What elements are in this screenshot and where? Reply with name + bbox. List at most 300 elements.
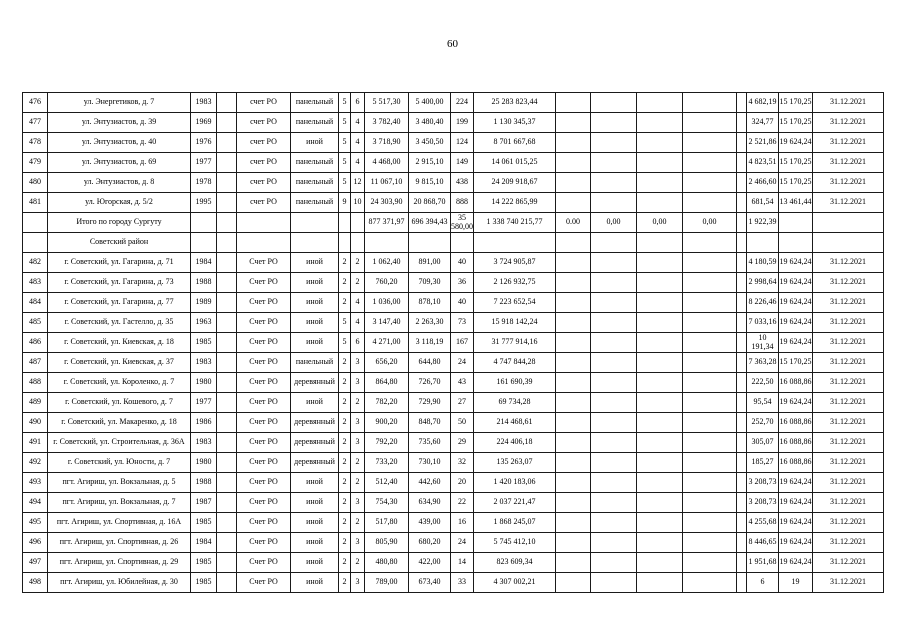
residents-cell: 24 <box>451 533 474 553</box>
living-area-cell: 726,70 <box>409 373 451 393</box>
residents-cell: 33 <box>451 573 474 593</box>
row-number-cell: 491 <box>23 433 48 453</box>
entrances-cell: 2 <box>351 273 365 293</box>
table-row <box>23 113 884 133</box>
value-cell-16 <box>683 413 737 433</box>
living-area-cell: 730,10 <box>409 453 451 473</box>
value-cell-16 <box>683 393 737 413</box>
value-cell-13 <box>556 93 591 113</box>
table-row <box>23 393 884 413</box>
living-area-cell: 20 868,70 <box>409 193 451 213</box>
total-area-cell: 4 468,00 <box>365 153 409 173</box>
cost-cell: 15 918 142,24 <box>474 313 556 333</box>
floors-cell <box>339 213 351 233</box>
wall-material-cell <box>291 213 339 233</box>
row-number-cell: 493 <box>23 473 48 493</box>
address-cell: г. Советский, ул. Киевская, д. 37 <box>48 353 191 373</box>
residents-cell: 199 <box>451 113 474 133</box>
table-row <box>23 513 884 533</box>
floors-cell: 2 <box>339 433 351 453</box>
value-cell-18: 222,50 <box>747 373 779 393</box>
wall-material-cell: деревянный <box>291 433 339 453</box>
value-cell-16 <box>683 113 737 133</box>
address-cell: г. Советский, ул. Гагарина, д. 71 <box>48 253 191 273</box>
value-cell-14 <box>591 553 637 573</box>
living-area-cell: 644,80 <box>409 353 451 373</box>
value-cell-16 <box>683 493 737 513</box>
date-cell: 31.12.2021 <box>813 453 884 473</box>
entrances-cell: 3 <box>351 433 365 453</box>
wall-material-cell: иной <box>291 553 339 573</box>
row-number-cell: 480 <box>23 173 48 193</box>
value-cell-14 <box>591 133 637 153</box>
value-cell-19: 19 624,24 <box>779 133 813 153</box>
date-cell: 31.12.2021 <box>813 113 884 133</box>
blank-cell <box>217 253 237 273</box>
account-cell: Счет РО <box>237 413 291 433</box>
value-cell-14 <box>591 453 637 473</box>
register-table-body <box>23 93 884 593</box>
value-cell-19: 19 624,24 <box>779 513 813 533</box>
floors-cell: 5 <box>339 313 351 333</box>
residents-cell: 36 <box>451 273 474 293</box>
wall-material-cell: иной <box>291 133 339 153</box>
cost-cell: 24 209 918,67 <box>474 173 556 193</box>
wall-material-cell: панельный <box>291 93 339 113</box>
value-cell-13 <box>556 133 591 153</box>
floors-cell: 2 <box>339 353 351 373</box>
value-cell-15 <box>637 193 683 213</box>
total-area-cell: 3 718,90 <box>365 133 409 153</box>
cost-cell: 25 283 823,44 <box>474 93 556 113</box>
residents-cell: 40 <box>451 293 474 313</box>
table-row <box>23 193 884 213</box>
account-cell: Счет РО <box>237 393 291 413</box>
row-number-cell: 490 <box>23 413 48 433</box>
value-cell-18: 1 951,68 <box>747 553 779 573</box>
value-cell-13 <box>556 513 591 533</box>
value-cell-17 <box>737 213 747 233</box>
wall-material-cell: панельный <box>291 193 339 213</box>
value-cell-19: 19 624,24 <box>779 313 813 333</box>
value-cell-18: 4 180,59 <box>747 253 779 273</box>
register-table <box>22 92 884 593</box>
value-cell-18 <box>747 233 779 253</box>
residents-cell: 224 <box>451 93 474 113</box>
total-area-cell: 656,20 <box>365 353 409 373</box>
living-area-cell: 729,90 <box>409 393 451 413</box>
address-cell: пгт. Агириш, ул. Спортивная, д. 29 <box>48 553 191 573</box>
entrances-cell: 3 <box>351 573 365 593</box>
date-cell: 31.12.2021 <box>813 93 884 113</box>
cost-cell: 31 777 914,16 <box>474 333 556 353</box>
year-cell: 1985 <box>191 553 217 573</box>
value-cell-19: 15 170,25 <box>779 93 813 113</box>
row-number-cell: 476 <box>23 93 48 113</box>
value-cell-13 <box>556 553 591 573</box>
row-number-cell: 478 <box>23 133 48 153</box>
value-cell-14 <box>591 473 637 493</box>
value-cell-13 <box>556 453 591 473</box>
total-area-cell: 3 147,40 <box>365 313 409 333</box>
wall-material-cell: панельный <box>291 153 339 173</box>
table-row <box>23 433 884 453</box>
value-cell-18: 3 208,73 <box>747 473 779 493</box>
row-number-cell: 482 <box>23 253 48 273</box>
blank-cell <box>217 573 237 593</box>
year-cell: 1963 <box>191 313 217 333</box>
date-cell: 31.12.2021 <box>813 513 884 533</box>
wall-material-cell: деревянный <box>291 413 339 433</box>
row-number-cell: 483 <box>23 273 48 293</box>
date-cell: 31.12.2021 <box>813 253 884 273</box>
entrances-cell <box>351 213 365 233</box>
value-cell-14 <box>591 373 637 393</box>
total-area-cell: 3 782,40 <box>365 113 409 133</box>
value-cell-15 <box>637 93 683 113</box>
value-cell-16 <box>683 133 737 153</box>
value-cell-16 <box>683 373 737 393</box>
account-cell: Счет РО <box>237 513 291 533</box>
address-cell: ул. Энтузиастов, д. 40 <box>48 133 191 153</box>
value-cell-16 <box>683 333 737 353</box>
value-cell-14 <box>591 173 637 193</box>
value-cell-15 <box>637 553 683 573</box>
value-cell-18: 305,07 <box>747 433 779 453</box>
residents-cell: 35 580,00 <box>451 213 473 231</box>
value-cell-15 <box>637 313 683 333</box>
row-number-cell: 492 <box>23 453 48 473</box>
blank-cell <box>217 213 237 233</box>
value-cell-15 <box>637 153 683 173</box>
year-cell: 1995 <box>191 193 217 213</box>
value-cell-16 <box>683 173 737 193</box>
value-cell-13 <box>556 373 591 393</box>
wall-material-cell: иной <box>291 273 339 293</box>
value-cell-18: 95,54 <box>747 393 779 413</box>
value-cell-19: 19 624,24 <box>779 253 813 273</box>
value-cell-19: 15 170,25 <box>779 173 813 193</box>
value-cell-16 <box>683 313 737 333</box>
value-cell-18: 4 682,19 <box>747 93 779 113</box>
floors-cell: 2 <box>339 293 351 313</box>
cost-cell: 161 690,39 <box>474 373 556 393</box>
year-cell: 1978 <box>191 173 217 193</box>
date-cell: 31.12.2021 <box>813 393 884 413</box>
total-row <box>23 213 884 233</box>
section-row <box>23 233 884 253</box>
date-cell: 31.12.2021 <box>813 493 884 513</box>
account-cell: Счет РО <box>237 553 291 573</box>
table-row <box>23 553 884 573</box>
wall-material-cell: иной <box>291 533 339 553</box>
residents-cell: 27 <box>451 393 474 413</box>
living-area-cell: 3 118,19 <box>409 333 451 353</box>
year-cell: 1983 <box>191 433 217 453</box>
wall-material-cell: иной <box>291 393 339 413</box>
table-row <box>23 293 884 313</box>
table-row <box>23 353 884 373</box>
year-cell: 1983 <box>191 353 217 373</box>
table-row <box>23 133 884 153</box>
value-cell-19: 15 170,25 <box>779 353 813 373</box>
date-cell: 31.12.2021 <box>813 333 884 353</box>
value-cell-15 <box>637 373 683 393</box>
value-cell-17 <box>737 233 747 253</box>
value-cell-13 <box>556 233 591 253</box>
address-cell: Советский район <box>48 233 191 253</box>
living-area-cell: 2 915,10 <box>409 153 451 173</box>
floors-cell: 2 <box>339 273 351 293</box>
entrances-cell: 4 <box>351 133 365 153</box>
value-cell-15 <box>637 513 683 533</box>
living-area-cell: 634,90 <box>409 493 451 513</box>
value-cell-13 <box>556 333 591 353</box>
value-cell-19: 15 170,25 <box>779 113 813 133</box>
value-cell-13 <box>556 573 591 593</box>
table-row <box>23 93 884 113</box>
residents-cell: 888 <box>451 193 474 213</box>
value-cell-14: 0,00 <box>591 213 637 233</box>
entrances-cell: 6 <box>351 333 365 353</box>
address-cell: ул. Энергетиков, д. 7 <box>48 93 191 113</box>
living-area-cell: 680,20 <box>409 533 451 553</box>
cost-cell: 214 468,61 <box>474 413 556 433</box>
value-cell-13 <box>556 113 591 133</box>
date-cell: 31.12.2021 <box>813 153 884 173</box>
value-cell-13 <box>556 413 591 433</box>
value-cell-18: 185,27 <box>747 453 779 473</box>
blank-cell <box>217 313 237 333</box>
blank-cell <box>217 493 237 513</box>
residents-cell: 438 <box>451 173 474 193</box>
entrances-cell: 4 <box>351 153 365 173</box>
year-cell: 1976 <box>191 133 217 153</box>
date-cell: 31.12.2021 <box>813 553 884 573</box>
row-number-cell: 485 <box>23 313 48 333</box>
value-cell-16 <box>683 573 737 593</box>
total-area-cell: 754,30 <box>365 493 409 513</box>
value-cell-15 <box>637 573 683 593</box>
cost-cell: 5 745 412,10 <box>474 533 556 553</box>
value-cell-18: 6 <box>747 573 779 593</box>
value-cell-19: 16 088,86 <box>779 373 813 393</box>
date-cell: 31.12.2021 <box>813 533 884 553</box>
value-cell-15 <box>637 233 683 253</box>
blank-cell <box>217 533 237 553</box>
entrances-cell: 2 <box>351 513 365 533</box>
living-area-cell: 735,60 <box>409 433 451 453</box>
blank-cell <box>217 473 237 493</box>
date-cell: 31.12.2021 <box>813 313 884 333</box>
date-cell: 31.12.2021 <box>813 173 884 193</box>
value-cell-16 <box>683 433 737 453</box>
living-area-cell: 439,00 <box>409 513 451 533</box>
account-cell: Счет РО <box>237 293 291 313</box>
account-cell: счет РО <box>237 93 291 113</box>
value-cell-16: 0,00 <box>683 213 737 233</box>
row-number-cell: 484 <box>23 293 48 313</box>
account-cell <box>237 213 291 233</box>
value-cell-19: 16 088,86 <box>779 453 813 473</box>
residents-cell: 40 <box>451 253 474 273</box>
value-cell-14 <box>591 533 637 553</box>
account-cell: Счет РО <box>237 433 291 453</box>
year-cell: 1988 <box>191 273 217 293</box>
total-area-cell: 782,20 <box>365 393 409 413</box>
entrances-cell: 4 <box>351 113 365 133</box>
floors-cell <box>339 233 351 253</box>
blank-cell <box>217 93 237 113</box>
value-cell-15 <box>637 453 683 473</box>
value-cell-17 <box>737 293 747 313</box>
entrances-cell: 2 <box>351 453 365 473</box>
value-cell-13 <box>556 273 591 293</box>
year-cell: 1977 <box>191 153 217 173</box>
cost-cell: 1 420 183,06 <box>474 473 556 493</box>
value-cell-16 <box>683 513 737 533</box>
value-cell-18: 1 922,39 <box>747 213 779 233</box>
living-area-cell: 3 480,40 <box>409 113 451 133</box>
wall-material-cell: иной <box>291 253 339 273</box>
total-area-cell: 760,20 <box>365 273 409 293</box>
value-cell-16 <box>683 293 737 313</box>
floors-cell: 5 <box>339 93 351 113</box>
value-cell-14 <box>591 273 637 293</box>
account-cell <box>237 233 291 253</box>
page-number: 60 <box>447 38 458 50</box>
value-cell-13 <box>556 173 591 193</box>
residents-cell: 32 <box>451 453 474 473</box>
value-cell-17 <box>737 153 747 173</box>
floors-cell: 2 <box>339 453 351 473</box>
wall-material-cell: деревянный <box>291 453 339 473</box>
account-cell: Счет РО <box>237 473 291 493</box>
value-cell-19: 19 624,24 <box>779 553 813 573</box>
row-number-cell: 498 <box>23 573 48 593</box>
year-cell: 1989 <box>191 293 217 313</box>
address-cell: Итого по городу Сургуту <box>48 213 191 233</box>
value-cell-16 <box>683 473 737 493</box>
value-cell-15 <box>637 393 683 413</box>
value-cell-14 <box>591 293 637 313</box>
entrances-cell: 2 <box>351 473 365 493</box>
row-number-cell: 477 <box>23 113 48 133</box>
year-cell: 1985 <box>191 333 217 353</box>
year-cell: 1980 <box>191 453 217 473</box>
value-cell-16 <box>683 193 737 213</box>
account-cell: Счет РО <box>237 313 291 333</box>
value-cell-15 <box>637 473 683 493</box>
address-cell: г. Советский, ул. Гагарина, д. 73 <box>48 273 191 293</box>
blank-cell <box>217 193 237 213</box>
value-cell-19: 16 088,86 <box>779 433 813 453</box>
date-cell: 31.12.2021 <box>813 573 884 593</box>
value-cell-19 <box>779 213 813 233</box>
total-area-cell: 877 371,97 <box>365 213 409 233</box>
value-cell-17 <box>737 513 747 533</box>
table-row <box>23 533 884 553</box>
total-area-cell: 733,20 <box>365 453 409 473</box>
address-cell: ул. Энтузиастов, д. 69 <box>48 153 191 173</box>
value-cell-13 <box>556 253 591 273</box>
residents-cell: 20 <box>451 473 474 493</box>
floors-cell: 5 <box>339 153 351 173</box>
total-area-cell: 512,40 <box>365 473 409 493</box>
year-cell: 1983 <box>191 93 217 113</box>
value-cell-17 <box>737 573 747 593</box>
blank-cell <box>217 353 237 373</box>
value-cell-13 <box>556 293 591 313</box>
account-cell: Счет РО <box>237 533 291 553</box>
entrances-cell: 2 <box>351 253 365 273</box>
entrances-cell: 3 <box>351 413 365 433</box>
floors-cell: 2 <box>339 473 351 493</box>
year-cell: 1988 <box>191 473 217 493</box>
value-cell-17 <box>737 353 747 373</box>
date-cell <box>813 233 884 253</box>
value-cell-14 <box>591 233 637 253</box>
floors-cell: 5 <box>339 333 351 353</box>
value-cell-17 <box>737 253 747 273</box>
account-cell: Счет РО <box>237 273 291 293</box>
table-row <box>23 373 884 393</box>
living-area-cell: 2 263,30 <box>409 313 451 333</box>
value-cell-19: 16 088,86 <box>779 413 813 433</box>
value-cell-18: 324,77 <box>747 113 779 133</box>
value-cell-13 <box>556 193 591 213</box>
value-cell-14 <box>591 493 637 513</box>
value-cell-13: 0.00 <box>556 213 591 233</box>
residents-cell <box>451 233 474 253</box>
cost-cell: 823 609,34 <box>474 553 556 573</box>
blank-cell <box>217 273 237 293</box>
floors-cell: 2 <box>339 413 351 433</box>
date-cell: 31.12.2021 <box>813 433 884 453</box>
date-cell: 31.12.2021 <box>813 473 884 493</box>
value-cell-14 <box>591 113 637 133</box>
entrances-cell <box>351 233 365 253</box>
value-cell-18: 10 191,34 <box>747 333 779 353</box>
wall-material-cell: деревянный <box>291 373 339 393</box>
account-cell: счет РО <box>237 133 291 153</box>
entrances-cell: 3 <box>351 493 365 513</box>
value-cell-19: 19 624,24 <box>779 293 813 313</box>
total-area-cell: 789,00 <box>365 573 409 593</box>
value-cell-17 <box>737 133 747 153</box>
value-cell-19: 19 624,24 <box>779 493 813 513</box>
cost-cell: 14 061 015,25 <box>474 153 556 173</box>
value-cell-19: 19 624,24 <box>779 533 813 553</box>
table-row <box>23 253 884 273</box>
value-cell-18: 252,70 <box>747 413 779 433</box>
residents-cell: 29 <box>451 433 474 453</box>
value-cell-16 <box>683 153 737 173</box>
value-cell-19: 19 624,24 <box>779 393 813 413</box>
value-cell-15: 0,00 <box>637 213 683 233</box>
wall-material-cell: иной <box>291 333 339 353</box>
date-cell: 31.12.2021 <box>813 353 884 373</box>
blank-cell <box>217 393 237 413</box>
floors-cell: 2 <box>339 573 351 593</box>
floors-cell: 2 <box>339 493 351 513</box>
value-cell-17 <box>737 273 747 293</box>
value-cell-13 <box>556 313 591 333</box>
account-cell: Счет РО <box>237 373 291 393</box>
value-cell-18: 7 363,28 <box>747 353 779 373</box>
value-cell-17 <box>737 313 747 333</box>
account-cell: счет РО <box>237 173 291 193</box>
